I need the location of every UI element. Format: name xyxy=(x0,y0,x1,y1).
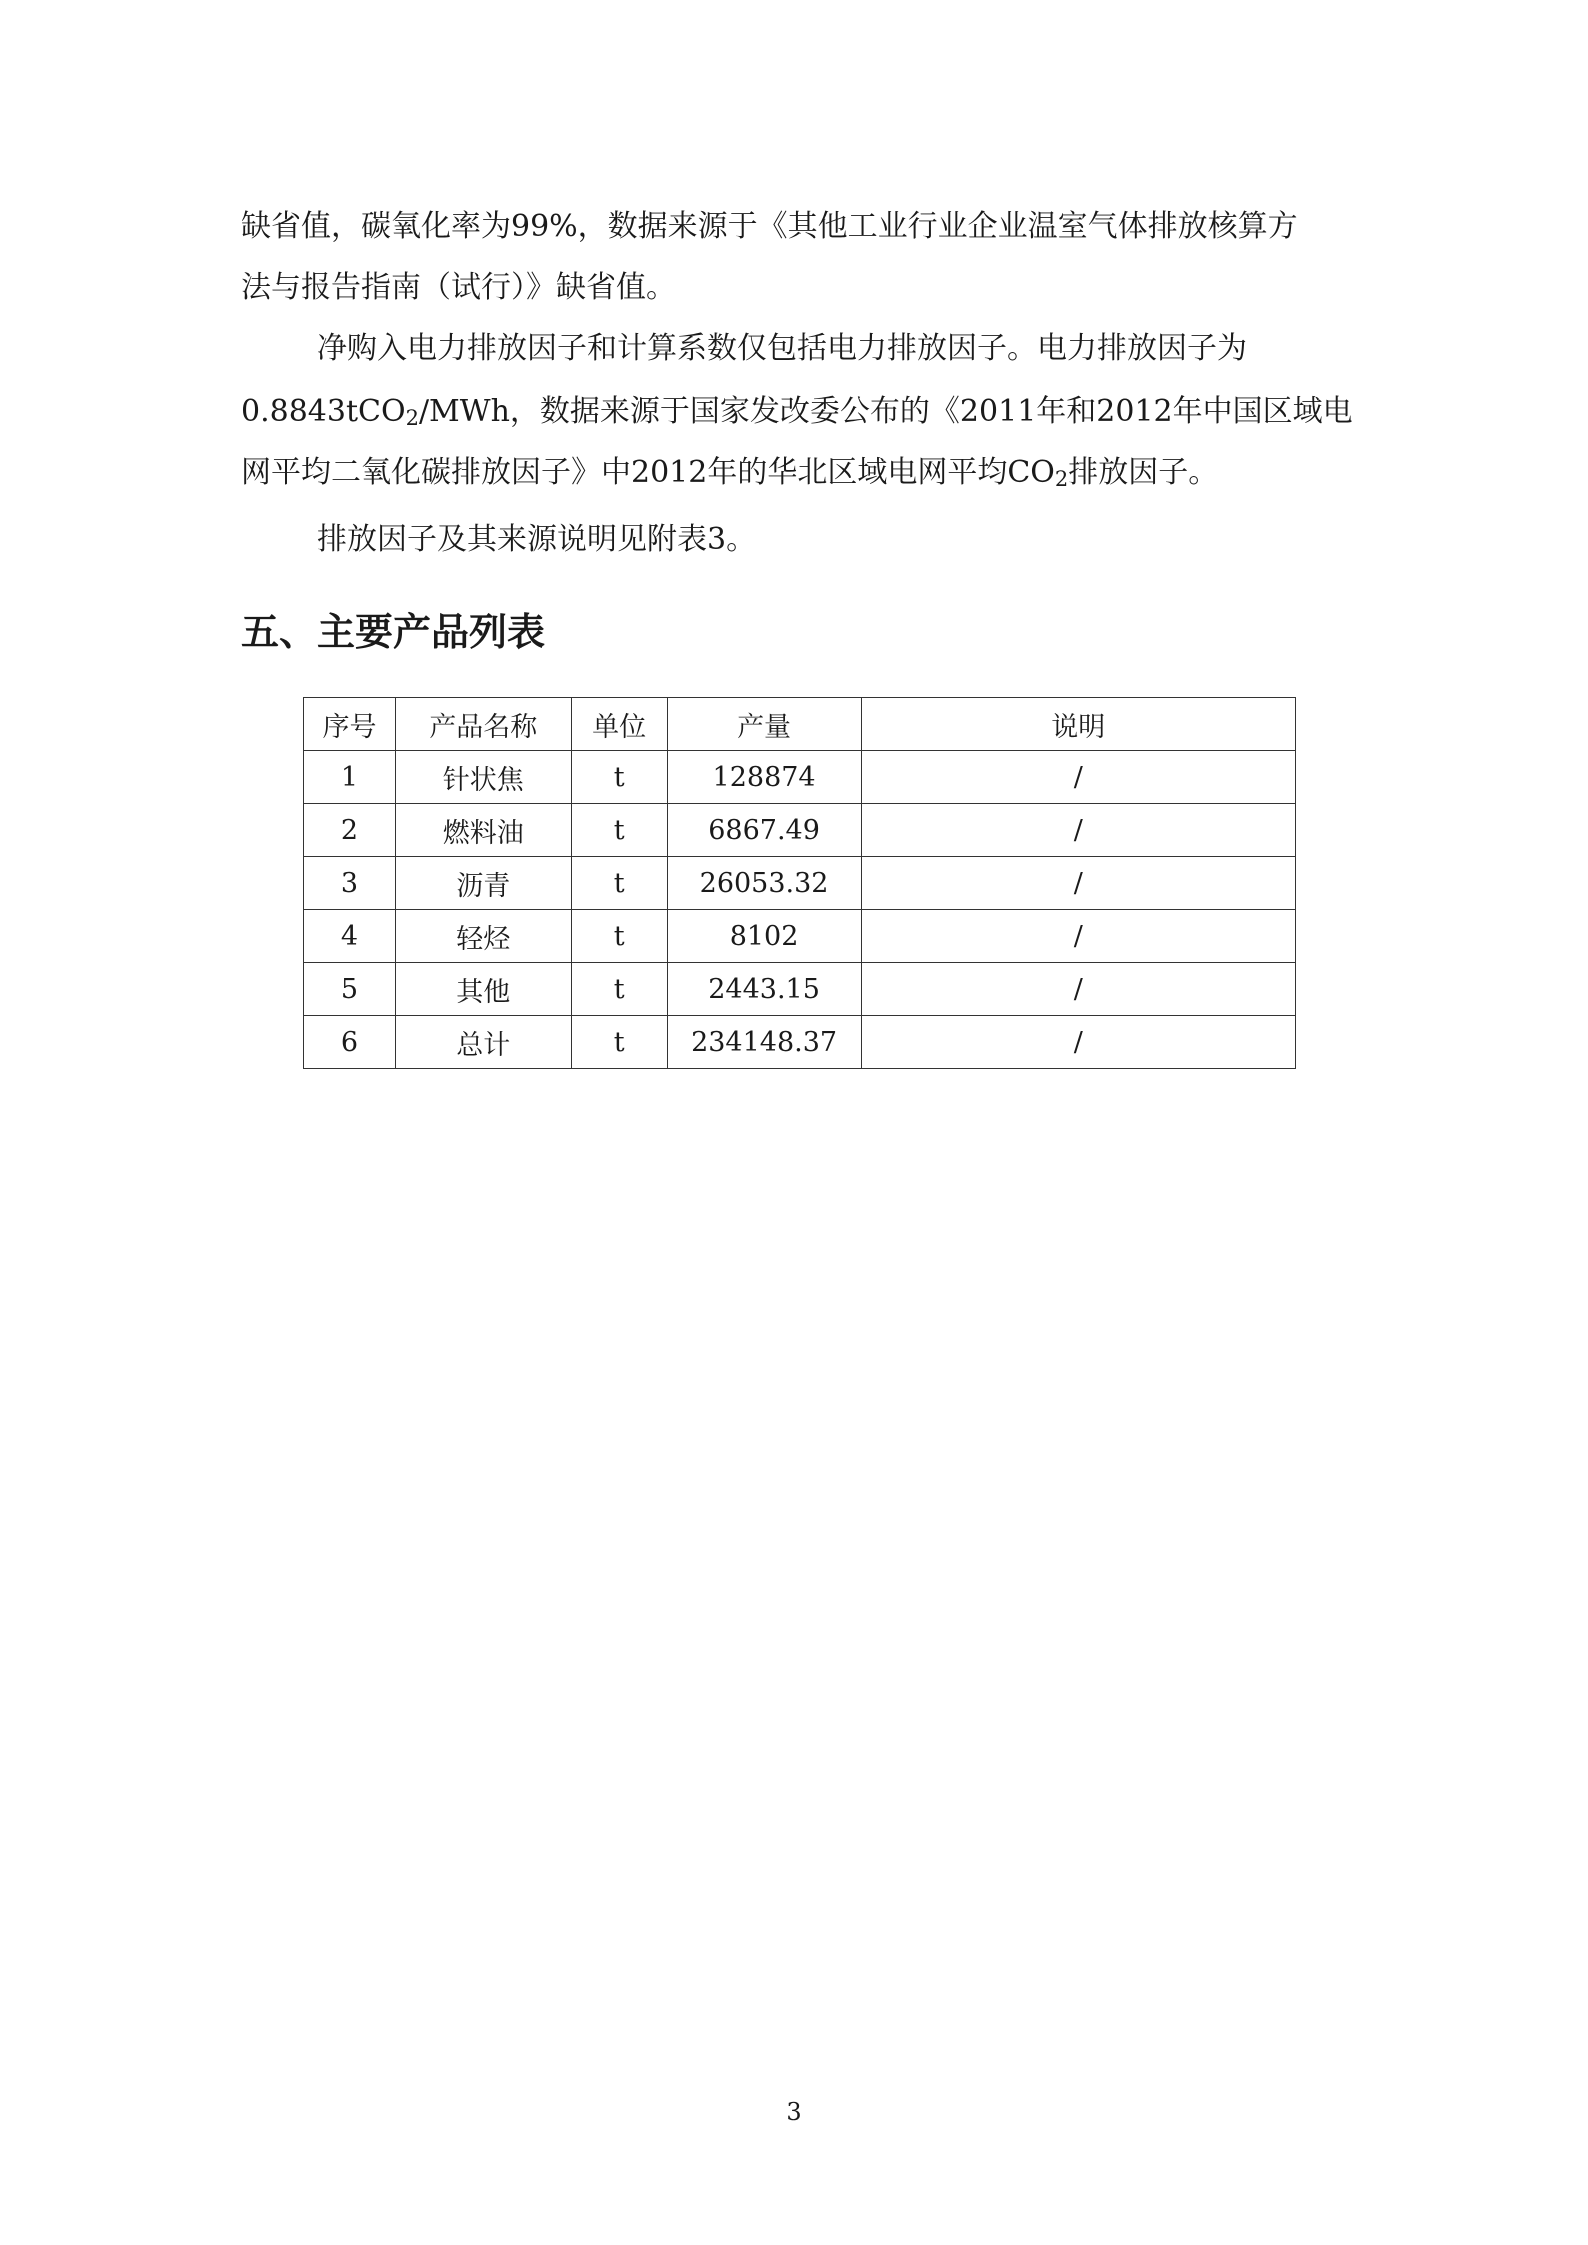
table-cell: / xyxy=(861,857,1295,910)
table-row xyxy=(304,1016,1296,1069)
table-cell: / xyxy=(861,804,1295,857)
text-segment: /MWh，数据来源于国家发改委公布的《2011年和2012年中国区域电 xyxy=(418,394,1353,429)
header-cell: 说明 xyxy=(861,698,1295,751)
table-cell: 轻烃 xyxy=(395,910,571,963)
table-cell: 2443.15 xyxy=(667,963,861,1016)
table-cell: 5 xyxy=(304,963,396,1016)
table-row xyxy=(304,963,1296,1016)
table-cell: 6867.49 xyxy=(667,804,861,857)
table-cell: t xyxy=(571,1016,667,1069)
table-cell: t xyxy=(571,910,667,963)
table-cell: t xyxy=(571,857,667,910)
table-cell: 其他 xyxy=(395,963,571,1016)
page-number: 3 xyxy=(786,2098,802,2126)
table-cell: 沥青 xyxy=(395,857,571,910)
table-cell: / xyxy=(861,963,1295,1016)
table-cell: 3 xyxy=(304,857,396,910)
header-cell: 单位 xyxy=(571,698,667,751)
table-row xyxy=(304,751,1296,804)
table-cell: 128874 xyxy=(667,751,861,804)
header-cell: 产品名称 xyxy=(395,698,571,751)
table-cell: 燃料油 xyxy=(395,804,571,857)
table-header-row xyxy=(304,698,1296,751)
text-segment: 0.8843tCO xyxy=(241,394,406,429)
table-cell: 26053.32 xyxy=(667,857,861,910)
table-cell: / xyxy=(861,910,1295,963)
paragraph-line: 排放因子及其来源说明见附表3。 xyxy=(317,522,757,557)
table-cell: / xyxy=(861,751,1295,804)
table-cell: t xyxy=(571,804,667,857)
table-cell: / xyxy=(861,1016,1295,1069)
header-cell: 产量 xyxy=(667,698,861,751)
text-segment: 网平均二氧化碳排放因子》中2012年的华北区域电网平均CO xyxy=(241,455,1055,490)
table-row xyxy=(304,804,1296,857)
table-cell: 总计 xyxy=(395,1016,571,1069)
table-cell: 8102 xyxy=(667,910,861,963)
table-cell: t xyxy=(571,963,667,1016)
text-segment: 排放因子。 xyxy=(1068,455,1219,490)
table-cell: 6 xyxy=(304,1016,396,1069)
table-row xyxy=(304,857,1296,910)
subscript: 2 xyxy=(405,406,419,431)
table-cell: 2 xyxy=(304,804,396,857)
header-cell: 序号 xyxy=(304,698,396,751)
table-cell: 234148.37 xyxy=(667,1016,861,1069)
paragraph-line xyxy=(241,442,1361,503)
table-cell: 针状焦 xyxy=(395,751,571,804)
products-table xyxy=(303,697,1296,1069)
table-cell: 4 xyxy=(304,910,396,963)
paragraph-line: 法与报告指南（试行）》缺省值。 xyxy=(241,270,676,305)
paragraph-line: 缺省值，碳氧化率为99%，数据来源于《其他工业行业企业温室气体排放核算方 xyxy=(241,209,1298,244)
paragraph-line: 净购入电力排放因子和计算系数仅包括电力排放因子。电力排放因子为 xyxy=(317,331,1247,366)
table-row xyxy=(304,910,1296,963)
section-heading: 五、主要产品列表 xyxy=(241,610,546,654)
table-cell: 1 xyxy=(304,751,396,804)
paragraph-line xyxy=(241,381,1361,442)
table-cell: t xyxy=(571,751,667,804)
subscript: 2 xyxy=(1054,467,1069,492)
